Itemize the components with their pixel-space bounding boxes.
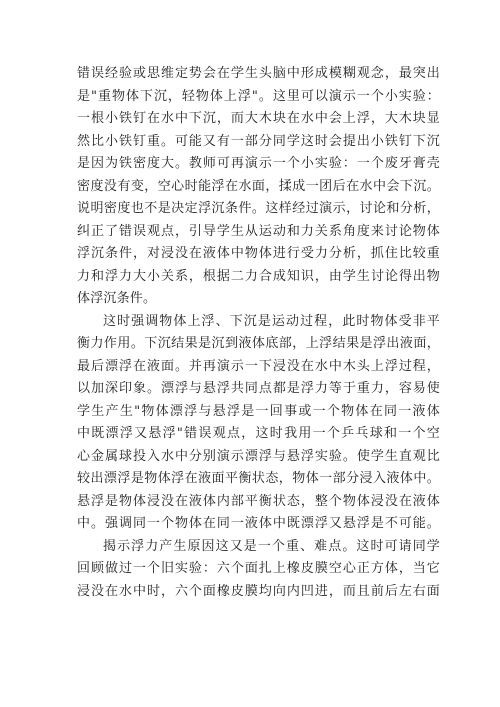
paragraph-2-line: 较出漂浮是物体浮在液面平衡状态，物体一部分浸入液体中。 — [77, 471, 440, 486]
paragraph-1-line: 纠正了错误观点，引导学生从运动和力关系角度来讨论物体 — [77, 223, 440, 239]
paragraph-1-line: 浮沉条件，对浸没在液体中物体进行受力分析，抓住比较重 — [77, 246, 440, 261]
paragraph-1-line: 说明密度也不是决定浮沉条件。这样经过演示，讨论和分析， — [77, 201, 440, 216]
paragraph-2-line: 这时强调物体上浮、下沉是运动过程，此时物体受非平 — [103, 313, 440, 329]
paragraph-2 — [77, 311, 440, 536]
paragraph-1-line: 一根小铁钉在水中下沉，而大木块在水中会上浮，大木块显 — [77, 111, 440, 126]
document-body — [77, 63, 440, 603]
paragraph-3-line: 揭示浮力产生原因这又是一个重、难点。这时可请同学 — [103, 538, 440, 554]
paragraph-2-line: 中。强调同一个物体在同一液体中既漂浮又悬浮是不可能。 — [77, 516, 440, 531]
paragraph-1-line: 体浮沉条件。 — [77, 291, 157, 306]
paragraph-1-line: 错误经验或思维定势会在学生头脑中形成模糊观念，最突出 — [77, 66, 440, 81]
paragraph-1-line: 然比小铁钉重。可能又有一部分同学这时会提出小铁钉下沉 — [77, 133, 440, 149]
paragraph-3-line: 浸没在水中时，六个面橡皮膜均向内凹进，而且前后左右面 — [77, 583, 440, 599]
paragraph-2-line: 衡力作用。下沉结果是沉到液体底部，上浮结果是浮出液面， — [77, 336, 440, 351]
paragraph-2-line: 学生产生"物体漂浮与悬浮是一回事或一个物体在同一液体 — [77, 403, 440, 419]
paragraph-2-line: 最后漂浮在液面。并再演示一下浸没在水中木头上浮过程， — [77, 358, 440, 374]
paragraph-2-line: 心金属球投入水中分别演示漂浮与悬浮实验。使学生直观比 — [77, 448, 440, 464]
paragraph-2-line: 以加深印象。漂浮与悬浮共同点都是浮力等于重力，容易使 — [77, 381, 440, 396]
paragraph-3-line: 回顾做过一个旧实验：六个面扎上橡皮膜空心正方体，当它 — [77, 561, 440, 576]
paragraph-2-line: 中既漂浮又悬浮"错误观点，这时我用一个乒乓球和一个空 — [77, 426, 440, 441]
paragraph-1-line: 密度没有变，空心时能浮在水面，揉成一团后在水中会下沉。 — [77, 178, 440, 194]
paragraph-3 — [77, 536, 440, 604]
paragraph-1-line: 是"重物体下沉，轻物体上浮"。这里可以演示一个小实验： — [77, 88, 440, 104]
paragraph-1-line: 力和浮力大小关系，根据二力合成知识，由学生讨论得出物 — [77, 268, 440, 284]
paragraph-1-line: 是因为铁密度大。教师可再演示一个小实验：一个废牙膏壳 — [77, 156, 440, 171]
paragraph-1 — [77, 63, 440, 311]
paragraph-2-line: 悬浮是物体浸没在液体内部平衡状态，整个物体浸没在液体 — [77, 493, 440, 509]
